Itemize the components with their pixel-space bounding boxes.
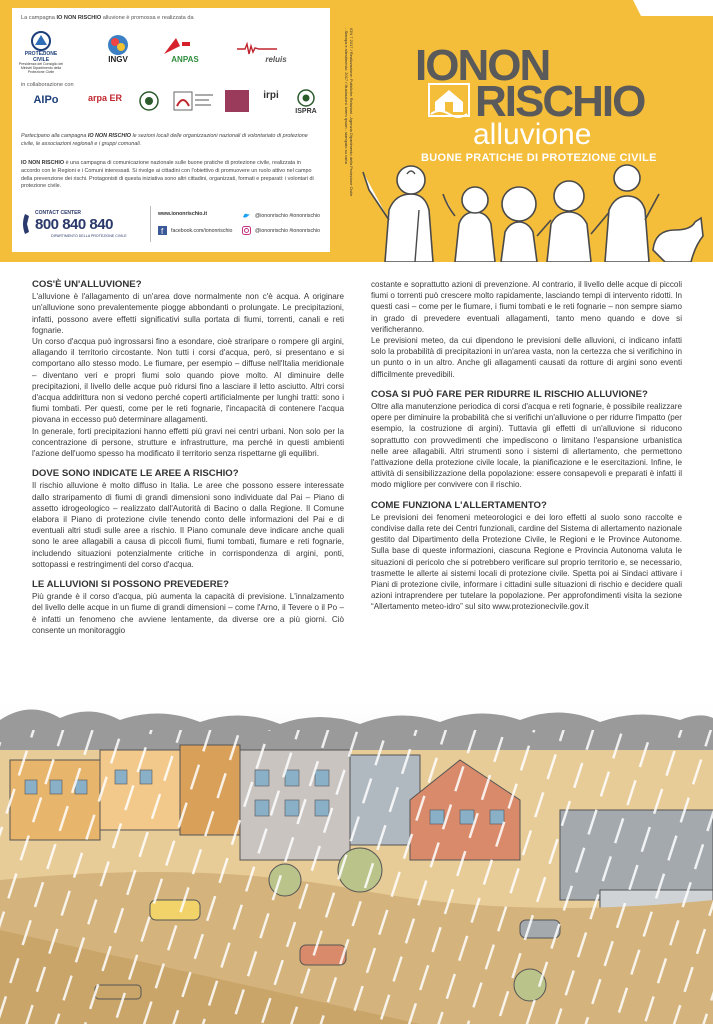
university-logo bbox=[172, 88, 216, 114]
twitter-icon bbox=[242, 211, 251, 220]
paragraph: L'alluvione è l'allagamento di un'area dove normalmente non c'è acqua. A originare un'alluvione sono prevalentemente piogge abbondanti o prolungate. Le precipitazioni, infatti, possono avere effetti significativi sulla portata di fiumi, torrenti, canali e reti fognarie. bbox=[32, 292, 344, 335]
paragraph: Più grande è il corso d'acqua, più aumenta la capacità di previsione. L'innalzamento del livello delle acque in un fiume di grandi dimensioni – come l'Arno, il Tevere o il Po – è infatti un fenomeno che avviene lentamente, da diverse ore a più giorni. Ciò consente un monitoraggio bbox=[32, 592, 344, 635]
brand-tagline: BUONE PRATICHE DI PROTEZIONE CIVILE bbox=[421, 152, 657, 164]
campaign-description: IO NON RISCHIO è una campagna di comunicazione nazionale sulle buone pratiche di protezione civile, realizzata in accordo con le Regioni e i Comuni interessati. Si rivolge ai cittadini con l'obiettivo di promuovere un ruolo attivo nel campo della prevenzione dei rischi. Protagonisti di questa iniziativa sono altri cittadini, organizzati, formati e preparati: i volontari di protezione civile. bbox=[21, 160, 314, 190]
participation-text: Partecipano alla campagna IO NON RISCHIO le sezioni locali delle organizzazioni nazionali di volontariato di protezione civile, le associazioni regionali e i gruppi comunali. bbox=[21, 133, 308, 147]
paragraph: In generale, forti precipitazioni hanno effetti più gravi nei centri urbani. Non solo per la concentrazione di persone, strutture e infrastrutture, ma perché in questi ambienti l'azione dell'uomo spesso ha modificato il territorio senza rispettarne gli equilibri. bbox=[32, 426, 344, 459]
heading-ridurre-rischio: COSA SI PUÒ FARE PER RIDURRE IL RISCHIO ALLUVIONE? bbox=[371, 388, 648, 400]
twitter-link[interactable]: @iononrischio #iononrischio bbox=[242, 211, 320, 220]
promo-line: La campagna IO NON RISCHIO alluvione è promossa e realizzata da bbox=[21, 15, 194, 21]
paragraph: Le previsioni meteo, da cui dipendono le previsioni delle alluvioni, ci indicano infatti solo la probabilità di precipitazioni in un'area vasta, non la certezza che si verifichino in un punto o in un altro. Anche gli allagamenti causati da rotture di argini sono eventi difficilmente prevedibili. bbox=[371, 336, 682, 379]
svg-text:f: f bbox=[161, 227, 164, 235]
sponsor-card bbox=[12, 8, 330, 252]
paragraph: Un corso d'acqua può ingrossarsi fino a esondare, cioè straripare o rompere gli argini, allagando il territorio circostante. Non tutti i corsi d'acqua, però, si presentano e si comportano allo stesso modo. Le fiumare, per esempio – diffuse nell'Italia meridionale – diventano veri e propri fiumi solo quando piove molto. Al diminuire delle precipitazioni, il livello delle acque può ridursi fino a lasciare il letto asciutto. Altri corsi d'acqua addirittura non si vedono perché coperti artificialmente per lunghi tratti: sono i fiumi tombati. Per questi, come per le reti fognarie, l'incapacità di contenere l'acqua piovana in eccesso può determinare allagamenti. bbox=[32, 337, 344, 425]
house-icon bbox=[427, 82, 471, 118]
instagram-icon bbox=[242, 226, 251, 235]
printing-credits: ION 7 2017 / Realizzazione: Pubbliche Relazioni - Agenzia Dipartimento della Protezione Civile - Stampa e allestimento: 2017 / Illustrazioni: lorem ipsum - stampato su carta bbox=[343, 28, 354, 197]
reluis-logo: reluis bbox=[236, 42, 316, 65]
ministry-seal-icon bbox=[134, 90, 164, 112]
divider bbox=[150, 206, 151, 242]
paragraph: costante e soprattutto azioni di prevenzione. Al contrario, il livello delle acque di piccoli fiumi o torrenti può crescere molto rapidamente, lasciando tempi di intervento ridotti. In questi casi – come per le fiumare, i fiumi tombati e le reti fognarie – non sempre siamo in grado di prevedere eventuali allagamenti, tanto meno quando e dove si verificheranno. bbox=[371, 280, 682, 334]
anpas-logo: ANPAS bbox=[152, 36, 218, 65]
facebook-link[interactable]: f facebook.com/iononrischio bbox=[158, 226, 232, 235]
right-column bbox=[371, 279, 682, 613]
flood-illustration bbox=[0, 700, 713, 1024]
collab-label: in collaborazione con bbox=[21, 82, 74, 88]
heading-cos-e-alluvione: COS'È UN'ALLUVIONE? bbox=[32, 279, 142, 290]
paragraph: Il rischio alluvione è molto diffuso in Italia. Le aree che possono essere interessate dallo straripamento di fiumi di grandi dimensioni sono individuate dal Pai – Piano di assetto idrogeologico – realizzato dall'Autorità di Bacino o dalla Regione. Il Comune elabora il Piano di protezione civile tenendo conto delle informazioni del Pai e di eventuali altri studi sulle aree a rischio. Il Piano comunale deve indicare anche quali sono le aree allagabili a causa di piccoli fiumi, fiumi tombati, fiumare e reti fognarie, includendo situazioni potenzialmente critiche in corrispondenza di argini, ponti, sottopassi e restringimenti del corso d'acqua. bbox=[32, 481, 344, 569]
campaign-logo bbox=[415, 41, 657, 164]
header-band bbox=[0, 0, 713, 262]
contact-center: CONTACT CENTER 800 840 840 DIPARTIMENTO DELLA PROTEZIONE CIVILE bbox=[21, 208, 151, 244]
corner-tab bbox=[613, 0, 713, 16]
brand-line-3: alluvione bbox=[473, 118, 592, 151]
brand-line-1: IONON bbox=[415, 41, 550, 90]
paragraph: Oltre alla manutenzione periodica di corsi d'acqua e reti fognarie, è possibile realizzare opere per diminuire la probabilità che si verifichi un'alluvione o per ridurre l'impatto (per esempio, la costruzione di argini). Tuttavia gli effetti di un'alluvione si riducono soprattutto con provvedimenti che impediscono o limitano l'espansione urbanistica nelle aree allagabili. Altri strumenti sono i sistemi di allertamento, che permettono l'attivazione della protezione civile locale, la pianificazione e le esercitazioni. Infine, le attività di sensibilizzazione della popolazione: essere consapevoli e preparati è infatti il modo migliore per convivere con il rischio. bbox=[371, 402, 682, 490]
website-link[interactable]: www.iononrischio.it bbox=[158, 211, 208, 217]
irpi-logo: irpi bbox=[263, 90, 279, 101]
instagram-link[interactable]: @iononrischio #iononrischio bbox=[242, 226, 320, 235]
ispra-logo: ISPRA bbox=[288, 88, 324, 116]
family-illustration bbox=[355, 150, 713, 262]
facebook-icon bbox=[158, 226, 167, 235]
heading-prevedere: LE ALLUVIONI SI POSSONO PREVEDERE? bbox=[32, 579, 229, 591]
cimd-logo bbox=[222, 88, 252, 114]
ingv-logo: INGV bbox=[98, 34, 138, 65]
heading-aree-a-rischio: DOVE SONO INDICATE LE AREE A RISCHIO? bbox=[32, 468, 239, 480]
left-column bbox=[32, 279, 344, 636]
arpa-logo: arpa ER bbox=[87, 93, 122, 103]
brand-line-2: RISCHIO bbox=[475, 77, 645, 126]
heading-allertamento: COME FUNZIONA L'ALLERTAMENTO? bbox=[371, 499, 547, 511]
aipo-logo: AIPo bbox=[33, 94, 59, 106]
protezione-civile-logo: PROTEZIONE CIVILE Presidenza del Consiglio dei Ministri Dipartimento della Protezione Civile bbox=[18, 30, 64, 75]
paragraph: Le previsioni dei fenomeni meteorologici e dei loro effetti al suolo sono raccolte e condivise dalla rete dei Centri funzionali, cardine del Sistema di allertamento nazionale gestito dal Dipartimento della Protezione Civile, le Regioni e le Province Autonome. Sulla base di queste informazioni, ciascuna Regione e Provincia Autonoma valuta le situazioni di pericolo che si potrebbero verificare sul proprio territorio e, se necessario, trasmette le allerte ai sistemi locali di protezione civile. Spetta poi ai Sindaci attivare i Piani di protezione civile, informare i cittadini sulle situazioni di rischio e decidere quali azioni intraprendere per tutelare la popolazione. Per approfondimenti visita la sezione “Allertamento meteo-idro” sul sito www.protezionecivile.gov.it bbox=[371, 512, 682, 612]
